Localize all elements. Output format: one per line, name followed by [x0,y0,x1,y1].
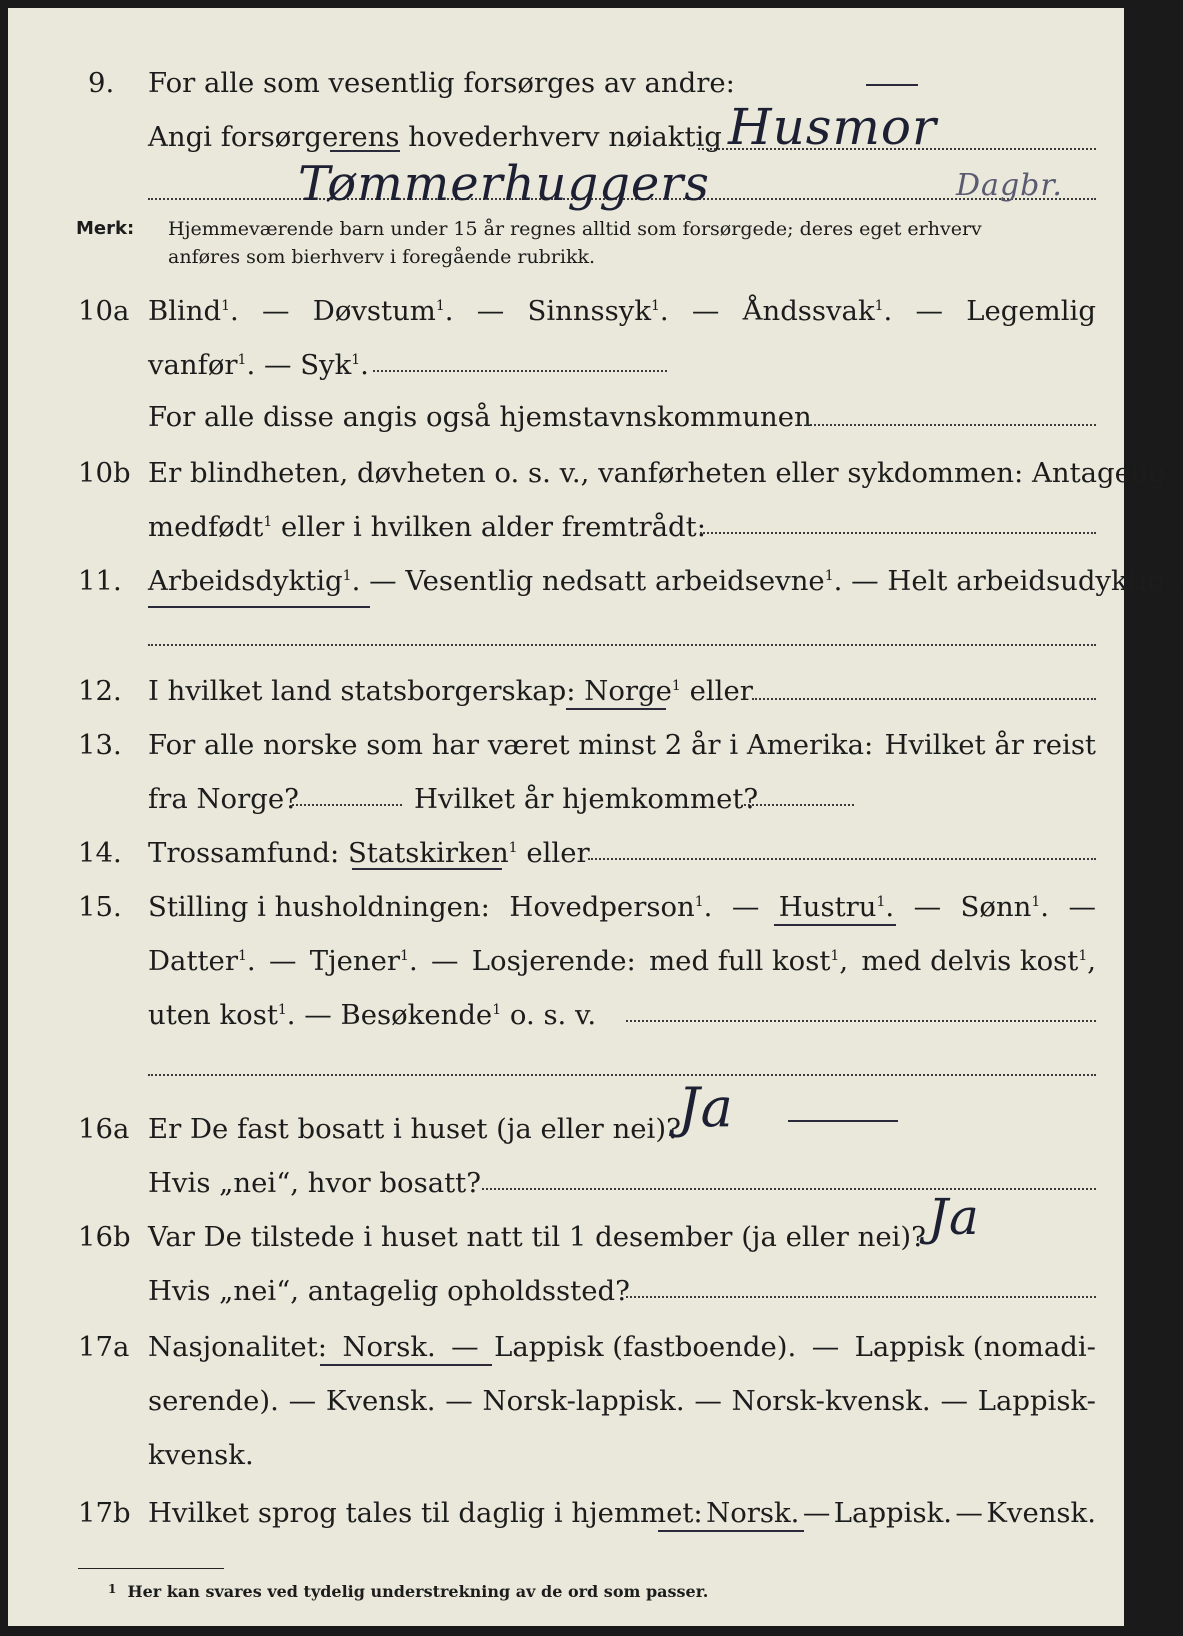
q9-number: 9. [88,67,115,99]
merk-text-line1: Hjemmeværende barn under 15 år regnes alltid som forsørgede; deres eget erhverv [168,218,982,240]
q10a-blind: Blind$^1$. [148,295,239,327]
q15-line1: Stilling i husholdningen: Hovedperson$^1$. — Hustru$^1$. — Sønn$^1$. — [148,891,1096,923]
q16b-answer-line [626,1296,1096,1298]
q10a-kommune-line [806,424,1096,426]
q10a-line2: vanfør$^1$. — Syk$^1$. [148,349,369,381]
q13-line2b: Hvilket år hjemkommet? [414,783,759,815]
q12-selected-underline [566,708,666,710]
footnote-rule [78,1568,224,1569]
q10a-andssvak: Åndssvak$^1$. [742,295,893,327]
q9-underline-mark [330,150,400,152]
merk-label: Merk: [76,218,135,239]
q9-line1: For alle som vesentlig forsørges av andre: [148,67,735,99]
q16b-line1: Var De tilstede i huset natt til 1 desember (ja eller nei)? [148,1221,926,1253]
q10a-answer-line [373,370,667,372]
q16b-handwritten-answer: Ja [928,1188,980,1246]
footnote: $^1$ Her kan svares ved tydelig understrekning av de ord som passer. [108,1582,709,1601]
q12-line1: I hvilket land statsborgerskap: Norge$^1$ eller [148,675,753,707]
q17b-number: 17b [78,1497,131,1529]
q16b-line2: Hvis „nei“, antagelig opholdssted? [148,1275,630,1307]
q13-year-left-line [292,804,402,806]
q17a-line1: Nasjonalitet: Norsk. — Lappisk (fastboende). — Lappisk (nomadi- [148,1331,1096,1363]
q10b-answer-line [700,532,1096,534]
census-form-page [8,8,1183,1626]
q10a-dovstum: Døvstum$^1$. [312,295,454,327]
q17b-line1: Hvilket sprog tales til daglig i hjemmet: Norsk. — Lappisk. — Kvensk. [148,1497,1096,1529]
q17a-number: 17a [78,1331,130,1363]
q15-selected-underline [774,924,896,926]
q12-number: 12. [78,675,122,707]
q10b-line2: medfødt$^1$ eller i hvilken alder fremtrådt: [148,511,706,543]
q16b-number: 16b [78,1221,131,1253]
q16a-line2: Hvis „nei“, hvor bosatt? [148,1167,481,1199]
q13-line2a: fra Norge? [148,783,299,815]
q13-line1: For alle norske som har været minst 2 år i Amerika: Hvilket år reist [148,729,1096,761]
q12-answer-line [752,698,1096,700]
merk-text-line2: anføres som bierhverv i foregående rubrikk. [168,246,596,268]
q10b-number: 10b [78,457,131,489]
q10a-line3: For alle disse angis også hjemstavnskommunen [148,401,812,433]
q17a-line2: serende). — Kvensk. — Norsk-lappisk. — Norsk-kvensk. — Lappisk- [148,1385,1096,1417]
q14-line1: Trossamfund: Statskirken$^1$ eller [148,837,590,869]
q10a-legemlig: Legemlig [966,295,1096,327]
q15-answer-line2 [148,1074,1096,1076]
q16a-answer-stroke [788,1120,898,1122]
q9-handwritten-note: Dagbr. [956,168,1063,203]
q14-answer-line [588,858,1096,860]
q11-line1: Arbeidsdyktig$^1$. — Vesentlig nedsatt arbeidsevne$^1$. — Helt arbeidsudyktig$^1$. [148,565,1183,597]
q10a-line1 [148,294,1096,328]
dash: — [915,295,944,327]
q17a-line3: kvensk. [148,1439,254,1471]
q9-line2: Angi forsørgerens hovederhverv nøiaktig [148,121,722,153]
q9-handwritten-answer2: Tømmerhuggers [298,156,710,212]
dash: — [262,295,290,327]
q10a-number: 10a [78,295,130,327]
q16a-line1: Er De fast bosatt i huset (ja eller nei)? [148,1113,681,1145]
q10a-sinnssyk: Sinnssyk$^1$. [527,295,669,327]
q15-line3: uten kost$^1$. — Besøkende$^1$ o. s. v. [148,999,597,1031]
q15-number: 15. [78,891,122,923]
q16a-answer-line [482,1188,1096,1190]
q10b-line1: Er blindheten, døvheten o. s. v., vanførheten eller sykdommen: Antagelig [148,457,1167,489]
q15-answer-line1 [626,1020,1096,1022]
q11-selected-underline [148,606,370,608]
q13-year-returned-line [744,804,854,806]
q14-selected-underline [352,868,502,870]
dash: — [476,295,505,327]
q9-dash-mark [866,84,918,86]
q15-line2: Datter$^1$. — Tjener$^1$. — Losjerende: med full kost$^1$, med delvis kost$^1$, [148,945,1096,977]
q17a-selected-underline [320,1364,492,1366]
q9-handwritten-answer1: Husmor [728,98,937,156]
q16a-handwritten-answer: Ja [678,1076,734,1139]
q13-number: 13. [78,729,122,761]
q11-number: 11. [78,565,122,597]
dash: — [691,295,720,327]
q14-number: 14. [78,837,122,869]
q11-answer-line [148,644,1096,646]
q16a-number: 16a [78,1113,130,1145]
q17b-selected-underline [658,1530,804,1532]
